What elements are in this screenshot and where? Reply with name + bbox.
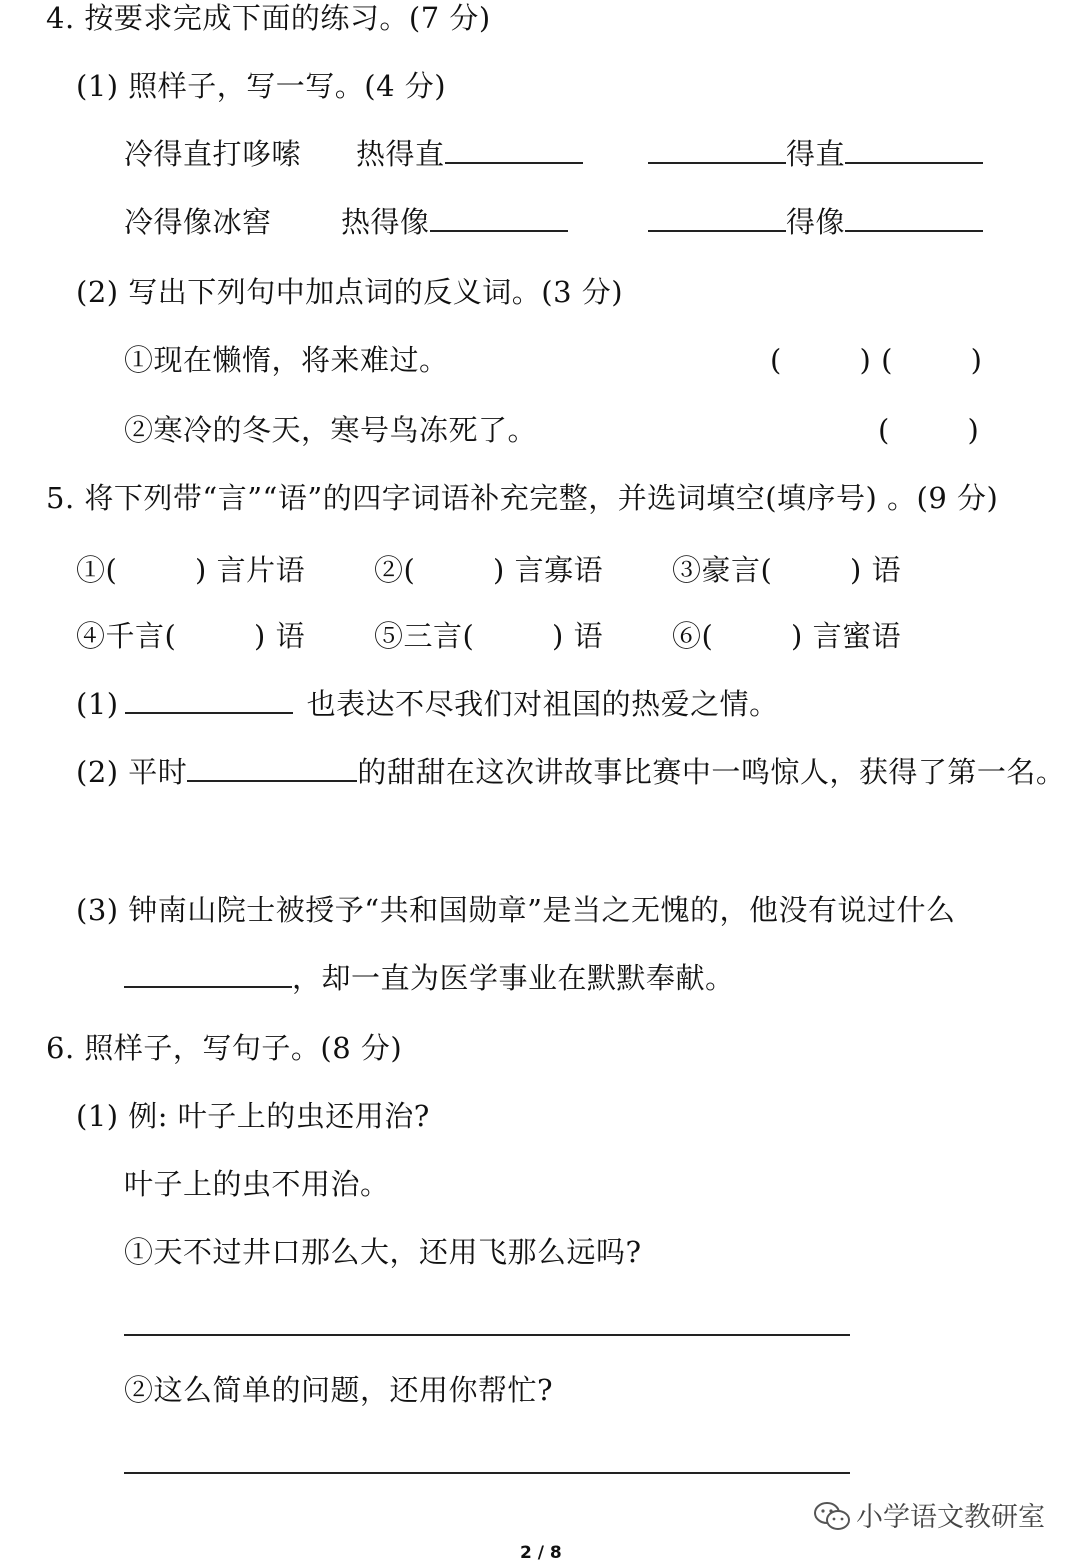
q5-sentence2: (2) 平时 的甜甜在这次讲故事比赛中一鸣惊人，获得了第一名。 <box>76 755 1066 789</box>
q4-part1-label: (1) 照样子，写一写。(4 分) <box>76 69 447 103</box>
q4-row2-item-b: 得像 <box>648 208 983 237</box>
q5-sentence3-line2: ，却一直为医学事业在默默奉献。 <box>124 964 735 993</box>
q6-sentence1: ①天不过井口那么大，还用飞那么远吗? <box>124 1235 642 1269</box>
watermark <box>812 1499 1045 1535</box>
q5-sentence2-blank[interactable] <box>187 779 357 782</box>
q4-part2-label: (2) 写出下列句中加点词的反义词。(3 分) <box>76 275 624 309</box>
q4-row1-blank-b2[interactable] <box>845 161 983 164</box>
q4-row1-item-a: 热得直 <box>356 140 583 169</box>
q6-example-answer: 叶子上的虫不用治。 <box>124 1167 390 1201</box>
q6-sentence2: ②这么简单的问题，还用你帮忙? <box>124 1373 554 1407</box>
q5-word-3[interactable]: ③豪言( ) 语 <box>672 553 902 587</box>
page-number: 2 / 8 <box>520 1543 562 1563</box>
q4-row2-blank-b1[interactable] <box>648 229 786 232</box>
q6-part1-label: (1) 例: 叶子上的虫还用治? <box>76 1099 430 1133</box>
q6-title: 6. 照样子，写句子。(8 分) <box>46 1031 403 1065</box>
q4-row2-blank-a[interactable] <box>430 229 568 232</box>
q6-sentence2-answer-line[interactable] <box>124 1472 850 1474</box>
q5-title: 5. 将下列带“言”“语”的四字词语补充完整，并选词填空(填序号) 。(9 分) <box>46 481 999 515</box>
q4-row1-blank-b1[interactable] <box>648 161 786 164</box>
q4-row2-example: 冷得像冰窖 <box>124 205 272 239</box>
q4-row1-example: 冷得直打哆嗦 <box>124 137 302 171</box>
q4-title: 4. 按要求完成下面的练习。(7 分) <box>46 1 491 35</box>
q4-sentence1: ①现在懒惰，将来难过。 <box>124 343 449 377</box>
q5-sentence3-line1: (3) 钟南山院士被授予“共和国勋章”是当之无愧的，他没有说过什么 <box>76 893 956 927</box>
q5-sentence1: (1) 也表达不尽我们对祖国的热爱之情。 <box>76 687 779 721</box>
q5-word-6[interactable]: ⑥( ) 言蜜语 <box>672 619 902 653</box>
q5-sentence3-blank[interactable] <box>124 985 292 988</box>
q4-row1-blank-a[interactable] <box>445 161 583 164</box>
q4-sentence2-answer-parens[interactable]: ( ) <box>878 413 980 447</box>
q4-sentence1-answer-parens[interactable]: ( ) ( ) <box>770 343 983 377</box>
q4-row2-blank-b2[interactable] <box>845 229 983 232</box>
q5-word-1[interactable]: ①( ) 言片语 <box>76 553 306 587</box>
q5-word-5[interactable]: ⑤三言( ) 语 <box>374 619 604 653</box>
watermark-text: 小学语文教研室 <box>856 1501 1045 1533</box>
q5-word-2[interactable]: ②( ) 言寡语 <box>374 553 604 587</box>
q6-sentence1-answer-line[interactable] <box>124 1334 850 1336</box>
q4-row1-item-b: 得直 <box>648 140 983 169</box>
q5-sentence1-blank[interactable] <box>125 711 293 714</box>
q5-word-4[interactable]: ④千言( ) 语 <box>76 619 306 653</box>
q4-sentence2: ②寒冷的冬天，寒号鸟冻死了。 <box>124 413 538 447</box>
q4-row2-item-a: 热得像 <box>341 208 568 237</box>
wechat-icon <box>812 1499 852 1535</box>
